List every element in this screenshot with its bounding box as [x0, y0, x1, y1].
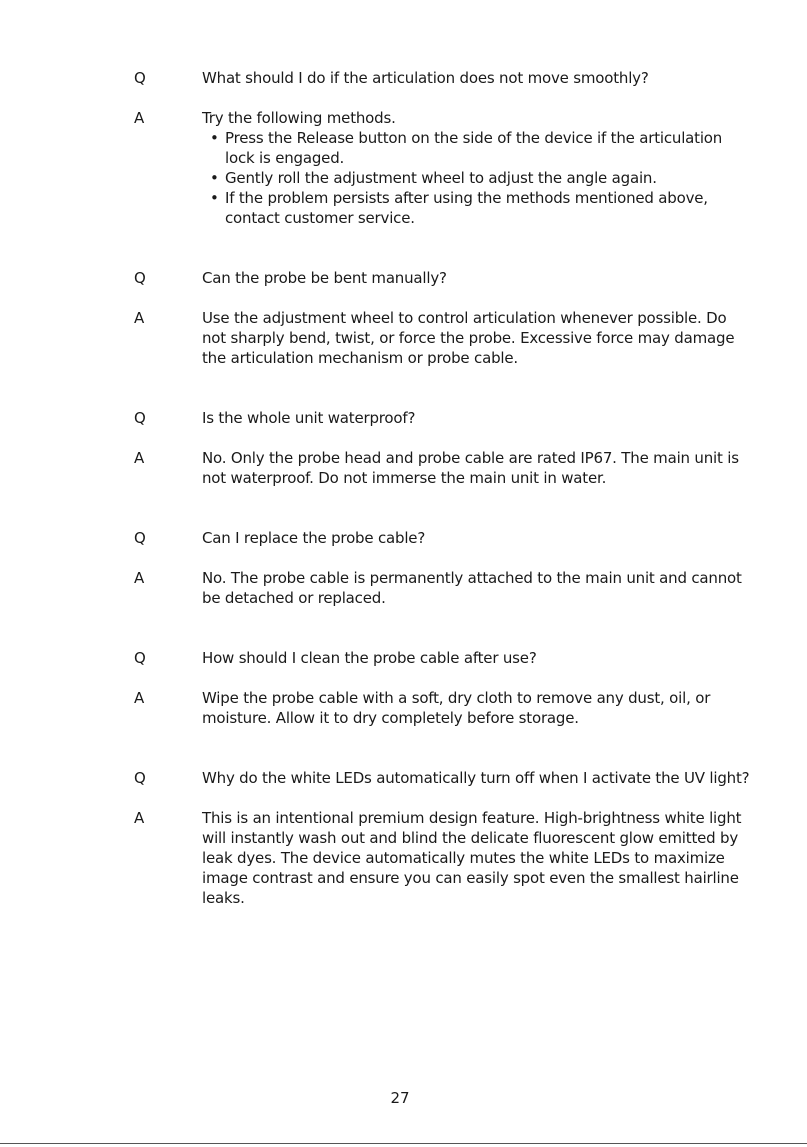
question-marker: Q: [134, 69, 146, 87]
answer-marker: A: [134, 569, 145, 587]
bullet-text: Gently roll the adjustment wheel to adjust the angle again.: [225, 169, 657, 187]
bullet-icon: •: [210, 189, 219, 207]
bullet-text: If the problem persists after using the methods mentioned above, contact customer service.: [225, 189, 708, 227]
faq-answer-row: [134, 448, 754, 488]
question-text: Why do the white LEDs automatically turn off when I activate the UV light?: [202, 769, 750, 787]
answer-text: No. The probe cable is permanently attached to the main unit and cannot be detached or replaced.: [202, 569, 742, 607]
faq-question-row: [134, 408, 754, 428]
answer-marker: A: [134, 809, 145, 827]
faq-question-row: [134, 528, 754, 548]
answer-text: This is an intentional premium design feature. High-brightness white light will instantly wash out and blind the delicate fluorescent glow emitted by leak dyes. The device automatically mutes the white LEDs to maximize image contrast and ensure you can easily spot even the smallest hairline leaks.: [202, 809, 742, 907]
answer-bullet: [202, 168, 754, 188]
bullet-text: Press the Release button on the side of the device if the articulation lock is engaged.: [225, 129, 723, 167]
answer-text: No. Only the probe head and probe cable are rated IP67. The main unit is not waterproof. Do not immerse the main unit in water.: [202, 449, 739, 487]
answer-text: Wipe the probe cable with a soft, dry cloth to remove any dust, oil, or moisture. Allow it to dry completely before storage.: [202, 689, 711, 727]
answer-marker: A: [134, 449, 145, 467]
question-text: What should I do if the articulation does not move smoothly?: [202, 69, 649, 87]
question-text: How should I clean the probe cable after use?: [202, 649, 537, 667]
faq-answer-row: [134, 808, 754, 908]
faq-list: [134, 68, 754, 948]
faq-question-row: [134, 68, 754, 88]
answer-bullet-list: [202, 128, 754, 228]
question-marker: Q: [134, 409, 146, 427]
faq-answer-row: [134, 688, 754, 728]
faq-question-row: [134, 768, 754, 788]
faq-answer-row: [134, 308, 754, 368]
faq-question-row: [134, 648, 754, 668]
answer-bullet: [202, 188, 754, 228]
bullet-icon: •: [210, 169, 219, 187]
question-marker: Q: [134, 769, 146, 787]
question-text: Can the probe be bent manually?: [202, 269, 447, 287]
page-number: 27: [390, 1089, 410, 1107]
answer-marker: A: [134, 689, 145, 707]
answer-marker: A: [134, 109, 145, 127]
bullet-icon: •: [210, 129, 219, 147]
answer-text: Use the adjustment wheel to control articulation whenever possible. Do not sharply bend, twist, or force the probe. Excessive force may damage the articulation mechanism or probe cable.: [202, 309, 735, 367]
bottom-divider: [0, 1143, 807, 1144]
faq-answer-row: [134, 568, 754, 608]
question-text: Can I replace the probe cable?: [202, 529, 426, 547]
faq-answer-row: [134, 108, 754, 228]
question-marker: Q: [134, 269, 146, 287]
answer-marker: A: [134, 309, 145, 327]
answer-intro: Try the following methods.: [202, 109, 396, 127]
answer-bullet: [202, 128, 754, 168]
question-marker: Q: [134, 649, 146, 667]
question-marker: Q: [134, 529, 146, 547]
faq-question-row: [134, 268, 754, 288]
answer-block: [202, 108, 754, 228]
question-text: Is the whole unit waterproof?: [202, 409, 416, 427]
